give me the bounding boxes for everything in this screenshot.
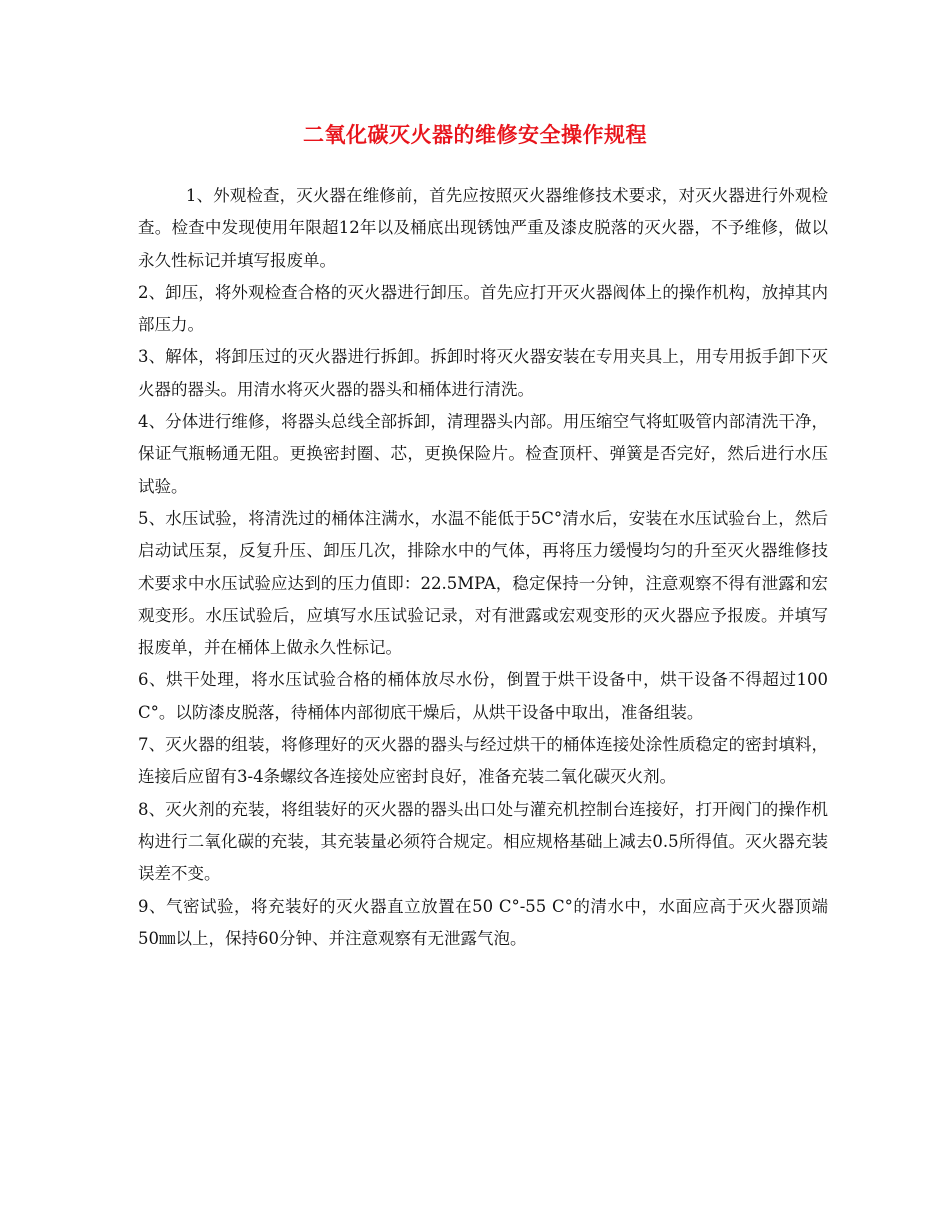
paragraph-8: 8、灭火剂的充装，将组装好的灭火器的器头出口处与灌充机控制台连接好，打开阀门的操作机构进行二氧化碳的充装，其充装量必须符合规定。相应规格基础上减去0.5所得值。灭火器充装误差不变。 [138,799,828,884]
paragraph-5: 5、水压试验，将清洗过的桶体注满水，水温不能低于5C°清水后，安装在水压试验台上，然后启动试压泵，反复升压、卸压几次，排除水中的气体，再将压力缓慢均匀的升至灭火器维修技术要求中水压试验应达到的压力值即：22.5MPA，稳定保持一分钟，注意观察不得有泄露和宏观变形。水压试验后，应填写水压试验记录，对有泄露或宏观变形的灭火器应予报废。并填写报废单，并在桶体上做永久性标记。 [138,508,828,658]
paragraph-1: 1、外观检查，灭火器在维修前，首先应按照灭火器维修技术要求，对灭火器进行外观检查。检查中发现使用年限超12年以及桶底出现锈蚀严重及漆皮脱落的灭火器，不予维修，做以永久性标记并填写报废单。 [138,186,828,270]
document-body [138,180,828,955]
paragraph-6: 6、烘干处理，将水压试验合格的桶体放尽水份，倒置于烘干设备中，烘干设备不得超过100 C°。以防漆皮脱落，待桶体内部彻底干燥后，从烘干设备中取出，准备组装。 [138,670,828,722]
paragraph-7: 7、灭火器的组装，将修理好的灭火器的器头与经过烘干的桶体连接处涂性质稳定的密封填料，连接后应留有3-4条螺纹各连接处应密封良好，准备充装二氧化碳灭火剂。 [138,735,828,787]
paragraph-9: 9、气密试验，将充装好的灭火器直立放置在50 C°-55 C°的清水中，水面应高于灭火器顶端50㎜以上，保持60分钟、并注意观察有无泄露气泡。 [138,896,828,948]
paragraph-2: 2、卸压，将外观检查合格的灭火器进行卸压。首先应打开灭火器阀体上的操作机构，放掉其内部压力。 [138,282,828,335]
paragraph-4: 4、分体进行维修，将器头总线全部拆卸，清理器头内部。用压缩空气将虹吸管内部清洗干净，保证气瓶畅通无阻。更换密封圈、芯，更换保险片。检查顶杆、弹簧是否完好，然后进行水压试验。 [138,412,828,496]
paragraph-3: 3、解体，将卸压过的灭火器进行拆卸。拆卸时将灭火器安装在专用夹具上，用专用扳手卸下灭火器的器头。用清水将灭火器的器头和桶体进行清洗。 [138,347,828,399]
document-title: 二氧化碳灭火器的维修安全操作规程 [303,123,647,147]
